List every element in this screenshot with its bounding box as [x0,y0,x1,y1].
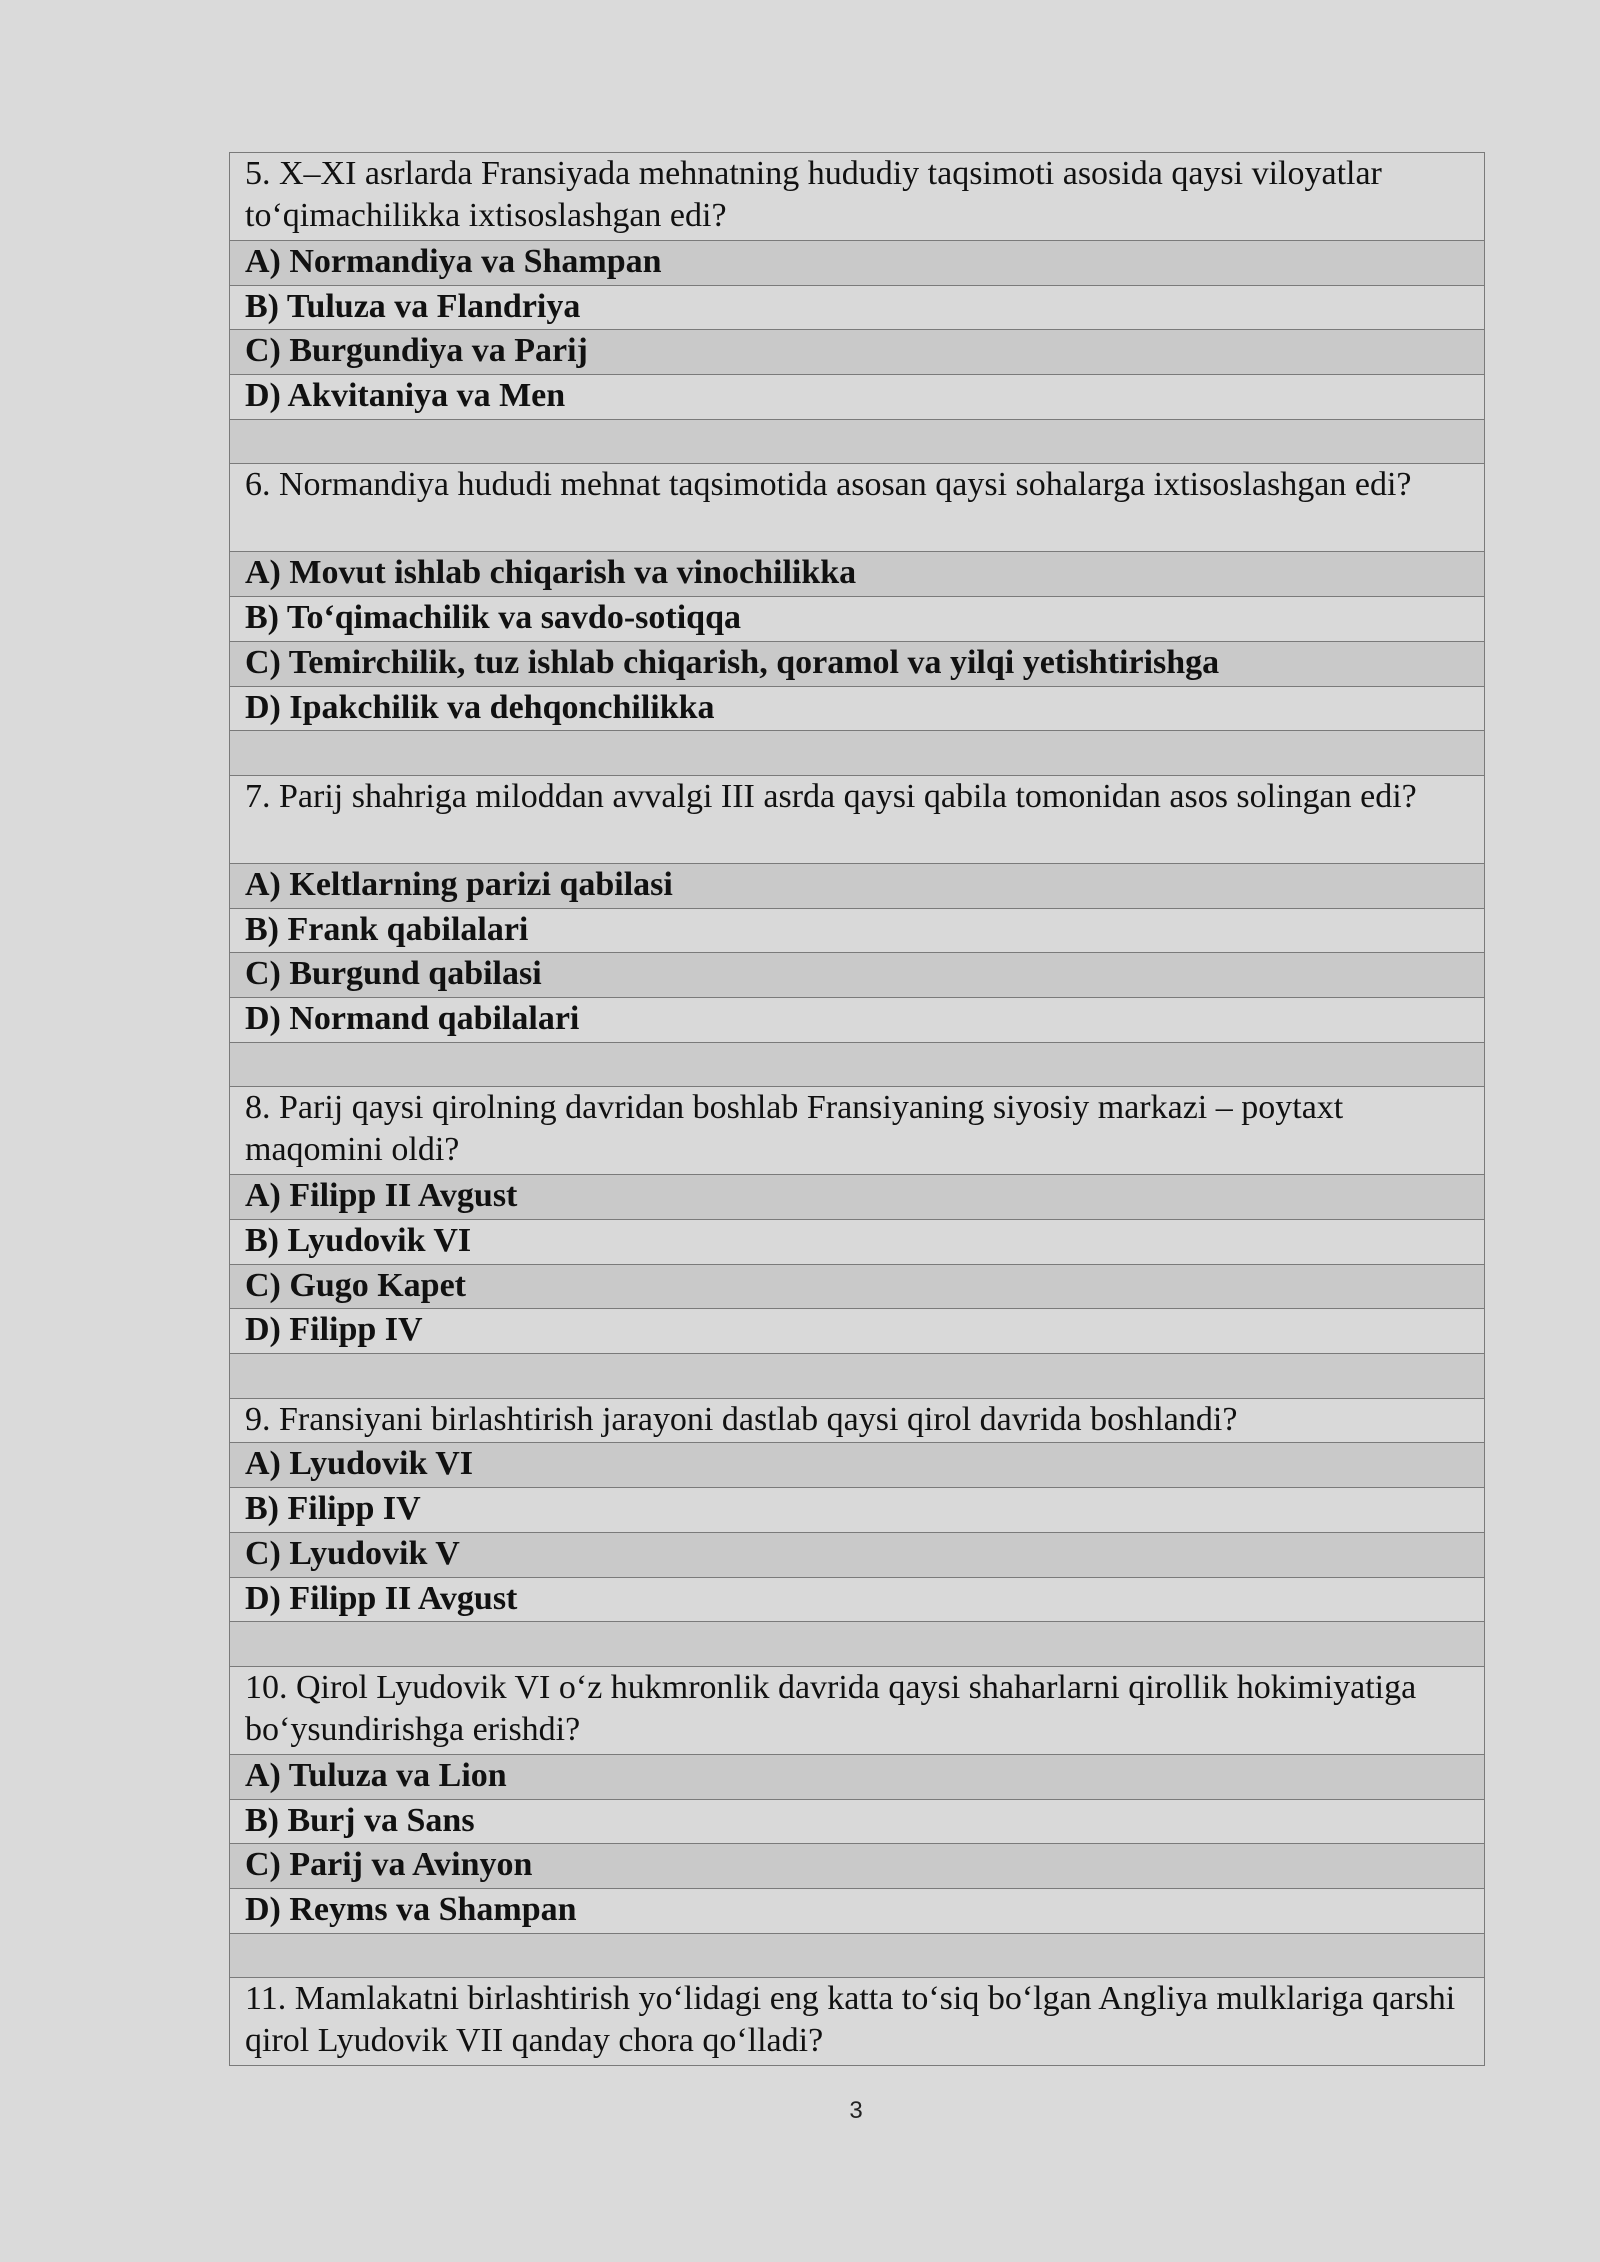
question-row [230,1978,1485,2066]
option-c: C) Temirchilik, tuz ishlab chiqarish, qoramol va yilqi yetishtirishga [230,641,1485,686]
answer-option [230,997,1485,1042]
option-d: D) Ipakchilik va dehqonchilikka [230,686,1485,731]
question-row [230,1666,1485,1754]
option-b: B) Frank qabilalari [230,908,1485,953]
option-d: D) Filipp II Avgust [230,1577,1485,1622]
answer-option [230,1175,1485,1220]
answer-option [230,686,1485,731]
option-d: D) Filipp IV [230,1309,1485,1354]
option-b: B) To‘qimachilik va savdo-sotiqqa [230,597,1485,642]
spacer-row [230,1933,1485,1978]
option-c: C) Burgundiya va Parij [230,330,1485,375]
option-b: B) Burj va Sans [230,1799,1485,1844]
answer-option [230,375,1485,420]
answer-option [230,1888,1485,1933]
page-number: 3 [849,2097,863,2124]
option-d: D) Reyms va Shampan [230,1888,1485,1933]
option-a: A) Keltlarning parizi qabilasi [230,863,1485,908]
spacer-row [230,1354,1485,1399]
answer-option [230,552,1485,597]
spacer-row [230,419,1485,464]
answer-option [230,597,1485,642]
spacer-row [230,1042,1485,1087]
option-c: C) Parij va Avinyon [230,1844,1485,1889]
answer-option [230,241,1485,286]
question-row [230,1087,1485,1175]
question-row [230,153,1485,241]
answer-option [230,863,1485,908]
question-text: 5. X–XI asrlarda Fransiyada mehnatning hududiy taqsimoti asosida qaysi viloyatlar to‘qimachilikka ixtisoslashgan edi? [230,153,1485,241]
answer-option [230,1577,1485,1622]
option-a: A) Filipp II Avgust [230,1175,1485,1220]
answer-option [230,908,1485,953]
question-text: 8. Parij qaysi qirolning davridan boshlab Fransiyaning siyosiy markazi – poytaxt maqomini oldi? [230,1087,1485,1175]
answer-option [230,641,1485,686]
question-row [230,464,1485,552]
option-d: D) Akvitaniya va Men [230,375,1485,420]
option-a: A) Lyudovik VI [230,1443,1485,1488]
option-b: B) Lyudovik VI [230,1220,1485,1265]
answer-option [230,1488,1485,1533]
option-d: D) Normand qabilalari [230,997,1485,1042]
option-a: A) Normandiya va Shampan [230,241,1485,286]
option-a: A) Movut ishlab chiqarish va vinochilikka [230,552,1485,597]
question-text: 6. Normandiya hududi mehnat taqsimotida asosan qaysi sohalarga ixtisoslashgan edi? [230,464,1485,552]
spacer-row [230,731,1485,776]
option-c: C) Lyudovik V [230,1532,1485,1577]
answer-option [230,1309,1485,1354]
question-row [230,1398,1485,1443]
answer-option [230,1754,1485,1799]
option-c: C) Burgund qabilasi [230,953,1485,998]
question-text: 11. Mamlakatni birlashtirish yo‘lidagi eng katta to‘siq bo‘lgan Angliya mulklariga qarshi qirol Lyudovik VII qanday chora qo‘lladi? [230,1978,1485,2066]
option-b: B) Tuluza va Flandriya [230,285,1485,330]
option-c: C) Gugo Kapet [230,1264,1485,1309]
answer-option [230,953,1485,998]
quiz-table [229,152,1485,2066]
answer-option [230,1443,1485,1488]
answer-option [230,330,1485,375]
answer-option [230,1264,1485,1309]
question-text: 7. Parij shahriga miloddan avvalgi III asrda qaysi qabila tomonidan asos solingan edi? [230,775,1485,863]
question-row [230,775,1485,863]
option-b: B) Filipp IV [230,1488,1485,1533]
answer-option [230,285,1485,330]
option-a: A) Tuluza va Lion [230,1754,1485,1799]
answer-option [230,1532,1485,1577]
answer-option [230,1844,1485,1889]
question-text: 10. Qirol Lyudovik VI o‘z hukmronlik davrida qaysi shaharlarni qirollik hokimiyatiga bo‘ysundirishga erishdi? [230,1666,1485,1754]
spacer-row [230,1622,1485,1667]
answer-option [230,1799,1485,1844]
answer-option [230,1220,1485,1265]
question-text: 9. Fransiyani birlashtirish jarayoni dastlab qaysi qirol davrida boshlandi? [230,1398,1485,1443]
